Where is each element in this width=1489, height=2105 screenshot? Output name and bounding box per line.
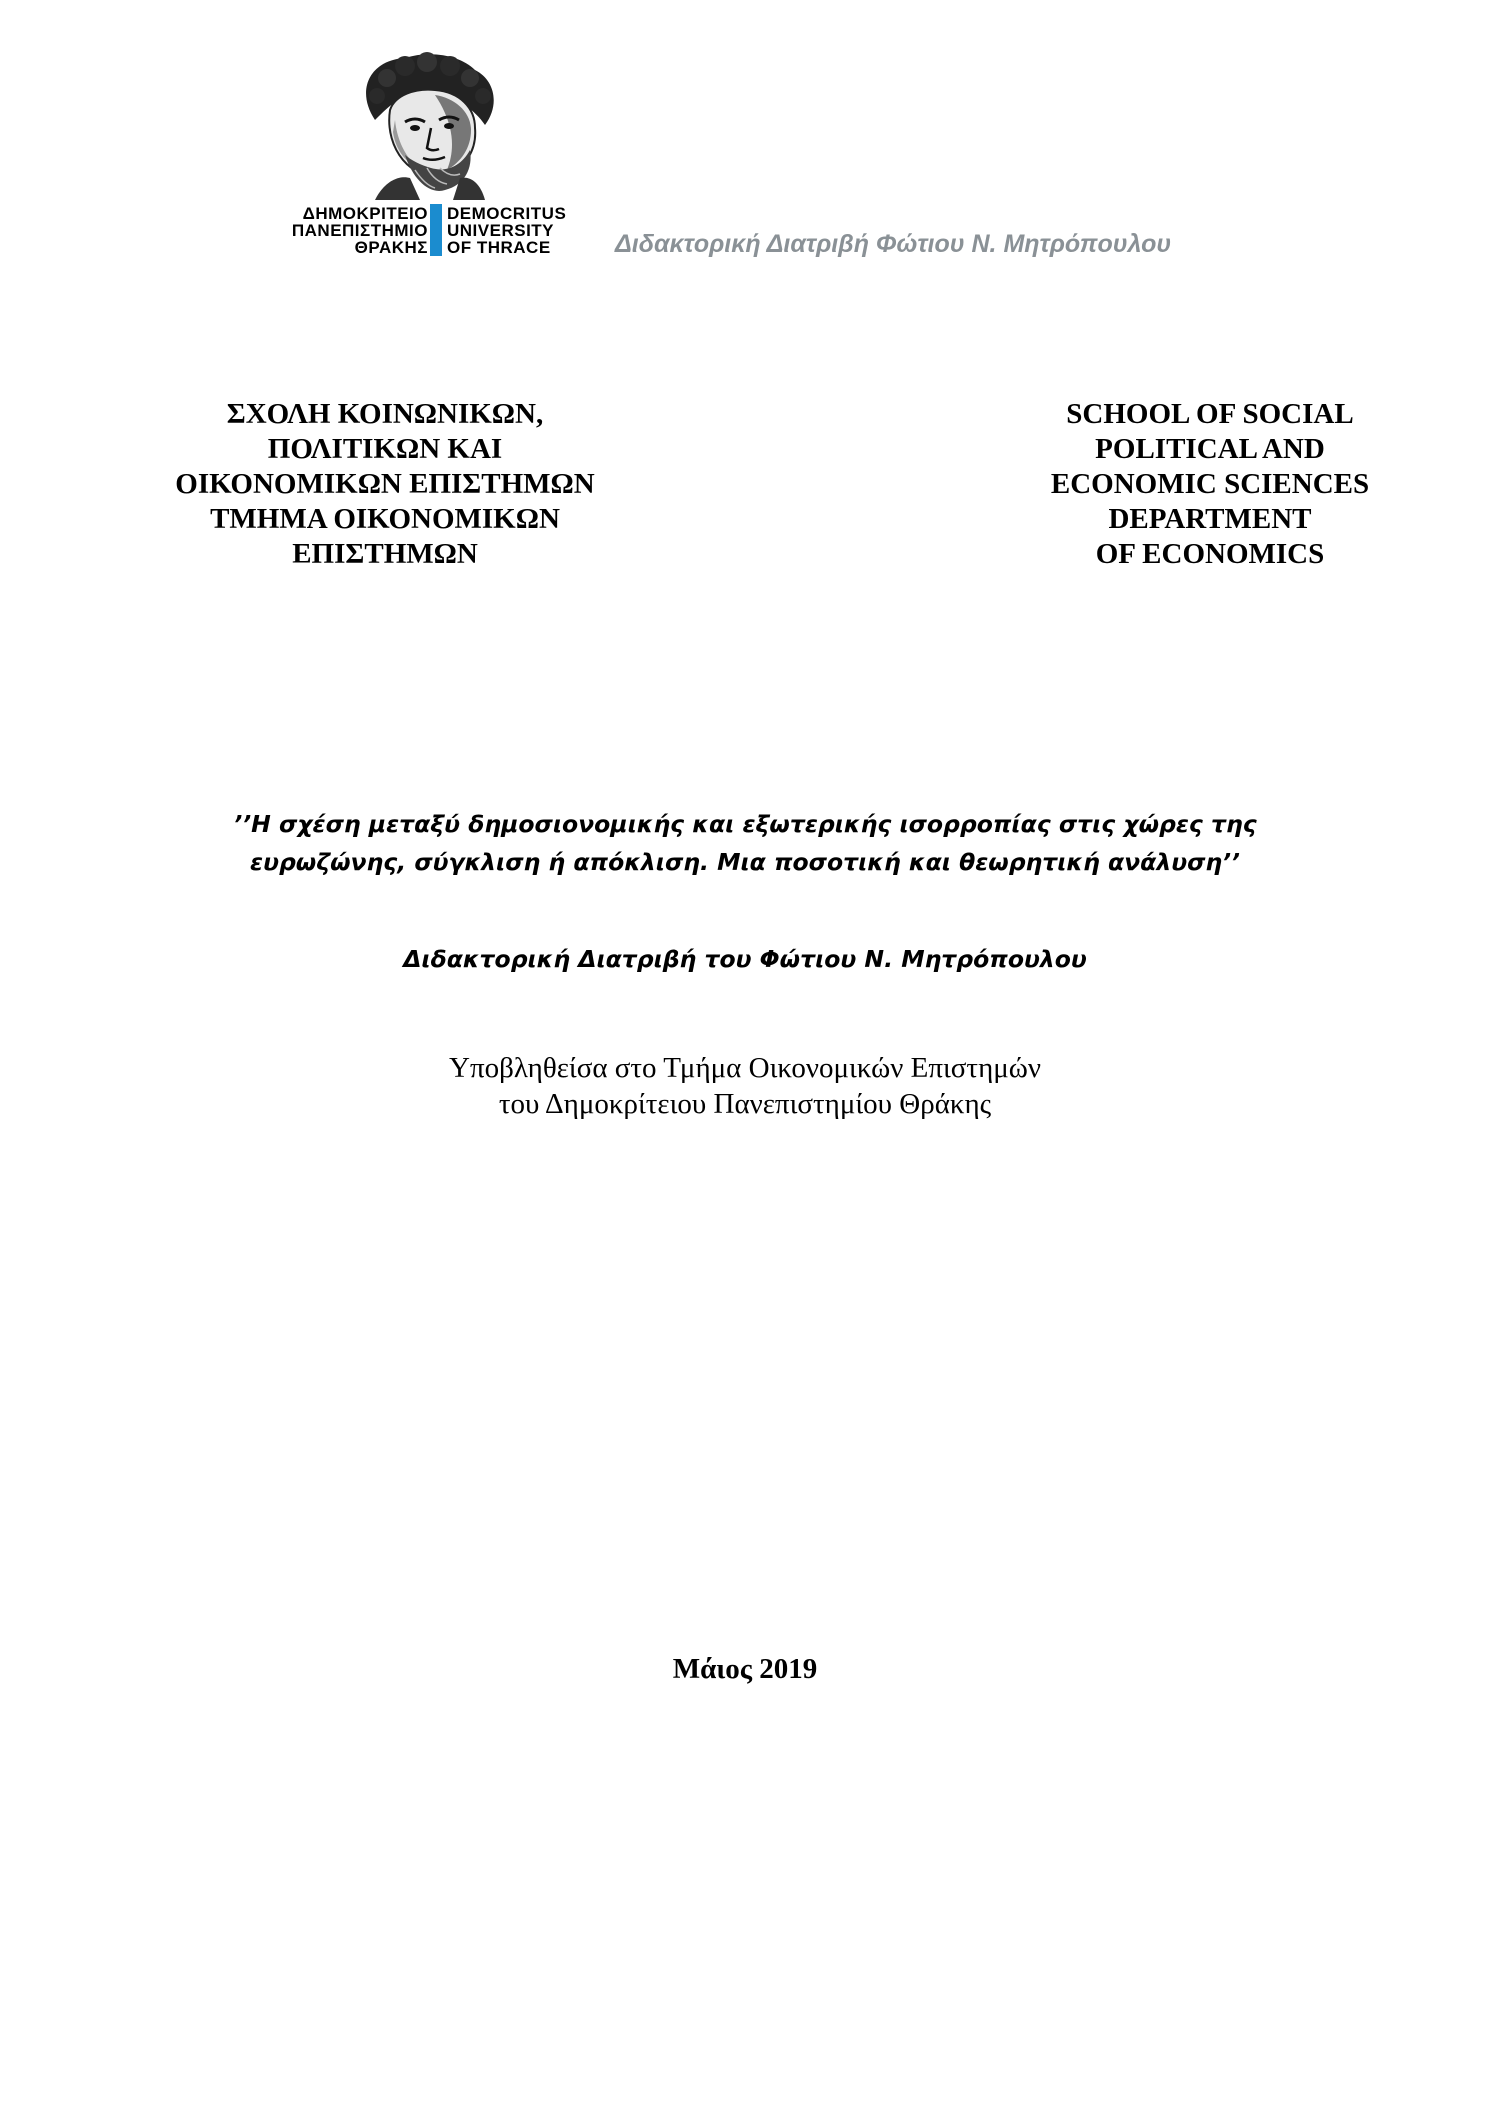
- submission-line: Υποβληθείσα στο Τμήμα Οικονομικών Επιστημών: [449, 1052, 1041, 1084]
- school-line: ΤΜΗΜΑ ΟΙΚΟΝΟΜΙΚΩΝ: [210, 503, 560, 535]
- democritus-portrait-icon: [335, 50, 515, 200]
- header-running-title: Διδακτορική Διατριβή Φώτιου Ν. Μητρόπουλου: [615, 230, 1172, 258]
- school-line: ΕΠΙΣΤΗΜΩΝ: [292, 538, 478, 570]
- logo-divider-bar: [430, 204, 442, 256]
- submission-line: του Δημοκρίτειου Πανεπιστημίου Θράκης: [498, 1088, 992, 1120]
- thesis-title: [180, 805, 1310, 881]
- logo-name-greek-line: ΠΑΝΕΠΙΣΤΗΜΙΟ: [291, 221, 428, 240]
- school-line: ΟΙΚΟΝΟΜΙΚΩΝ ΕΠΙΣΤΗΜΩΝ: [175, 468, 595, 500]
- logo-name-greek: [292, 205, 428, 256]
- logo-name-greek-line: ΔΗΜΟΚΡΙΤΕΙΟ: [302, 204, 428, 223]
- thesis-author: Διδακτορική Διατριβή του Φώτιου Ν. Μητρόπουλου: [403, 945, 1087, 973]
- logo-name-english-line: DEMOCRITUS: [447, 204, 567, 223]
- logo-name-english-line: UNIVERSITY: [447, 221, 555, 240]
- logo-name-english-line: OF THRACE: [447, 238, 551, 257]
- thesis-title-line: ’’Η σχέση μεταξύ δημοσιονομικής και εξωτερικής ισορροπίας στις χώρες της: [233, 810, 1257, 838]
- school-line: POLITICAL AND: [1095, 433, 1325, 465]
- submission-statement: [180, 1050, 1310, 1122]
- thesis-date: Μάιος 2019: [672, 1653, 818, 1685]
- school-line: DEPARTMENT: [1108, 503, 1312, 535]
- school-line: ΣΧΟΛΗ ΚΟΙΝΩΝΙΚΩΝ,: [226, 398, 544, 430]
- school-line: ΠΟΛΙΤΙΚΩΝ ΚΑΙ: [267, 433, 503, 465]
- school-name-greek: [145, 397, 625, 572]
- university-logo: [240, 50, 600, 260]
- school-line: OF ECONOMICS: [1095, 538, 1325, 570]
- school-line: SCHOOL OF SOCIAL: [1066, 398, 1354, 430]
- school-line: ECONOMIC SCIENCES: [1050, 468, 1370, 500]
- logo-name-english: [447, 205, 566, 256]
- logo-name-greek-line: ΘΡΑΚΗΣ: [354, 238, 428, 257]
- school-name-english: [1000, 397, 1420, 572]
- thesis-title-line: ευρωζώνης, σύγκλιση ή απόκλιση. Μια ποσοτική και θεωρητική ανάλυση’’: [250, 848, 1240, 876]
